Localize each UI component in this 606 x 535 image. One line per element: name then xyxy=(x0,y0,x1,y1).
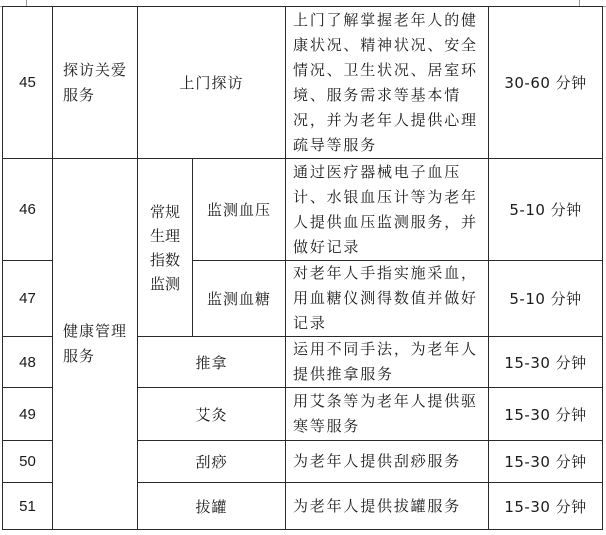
row-number: 49 xyxy=(3,388,53,441)
service-description: 用艾条等为老年人提供驱寒等服务 xyxy=(286,388,489,441)
service-item: 推拿 xyxy=(138,337,286,388)
row-number: 47 xyxy=(3,261,53,337)
service-description: 为老年人提供刮痧服务 xyxy=(286,441,489,483)
row-number: 45 xyxy=(3,7,53,159)
row-number: 48 xyxy=(3,337,53,388)
service-duration: 5-10 分钟 xyxy=(489,159,603,261)
table-row xyxy=(3,7,603,159)
subgroup-line: 监测 xyxy=(149,274,180,293)
service-table xyxy=(2,6,603,530)
service-item: 艾灸 xyxy=(138,388,286,441)
service-item: 刮痧 xyxy=(138,441,286,483)
service-item: 拔罐 xyxy=(138,483,286,530)
row-number: 50 xyxy=(3,441,53,483)
service-duration: 15-30 分钟 xyxy=(489,388,603,441)
subgroup-line: 常规 xyxy=(149,202,180,221)
subgroup-line: 生理 xyxy=(149,226,180,245)
service-duration: 15-30 分钟 xyxy=(489,483,603,530)
service-duration: 15-30 分钟 xyxy=(489,337,603,388)
service-subgroup xyxy=(138,159,193,337)
service-description: 运用不同手法，为老年人提供推拿服务 xyxy=(286,337,489,388)
row-number: 46 xyxy=(3,159,53,261)
subgroup-line: 指数 xyxy=(149,250,180,269)
service-description: 为老年人提供拔罐服务 xyxy=(286,483,489,530)
service-duration: 30-60 分钟 xyxy=(489,7,603,159)
table-row xyxy=(3,159,603,261)
service-duration: 5-10 分钟 xyxy=(489,261,603,337)
service-item: 监测血压 xyxy=(193,159,286,261)
service-description: 上门了解掌握老年人的健康状况、精神状况、安全情况、卫生状况、居室环境、服务需求等基本情况，并为老年人提供心理疏导等服务 xyxy=(286,7,489,159)
service-category: 健康管理服务 xyxy=(53,159,138,530)
service-category: 探访关爱服务 xyxy=(53,7,138,159)
service-item: 监测血糖 xyxy=(193,261,286,337)
service-description: 对老年人手指实施采血，用血糖仪测得数值并做好记录 xyxy=(286,261,489,337)
service-duration: 15-30 分钟 xyxy=(489,441,603,483)
row-number: 51 xyxy=(3,483,53,530)
service-item: 上门探访 xyxy=(138,7,286,159)
service-description: 通过医疗器械电子血压计、水银血压计等为老年人提供血压监测服务，并做好记录 xyxy=(286,159,489,261)
